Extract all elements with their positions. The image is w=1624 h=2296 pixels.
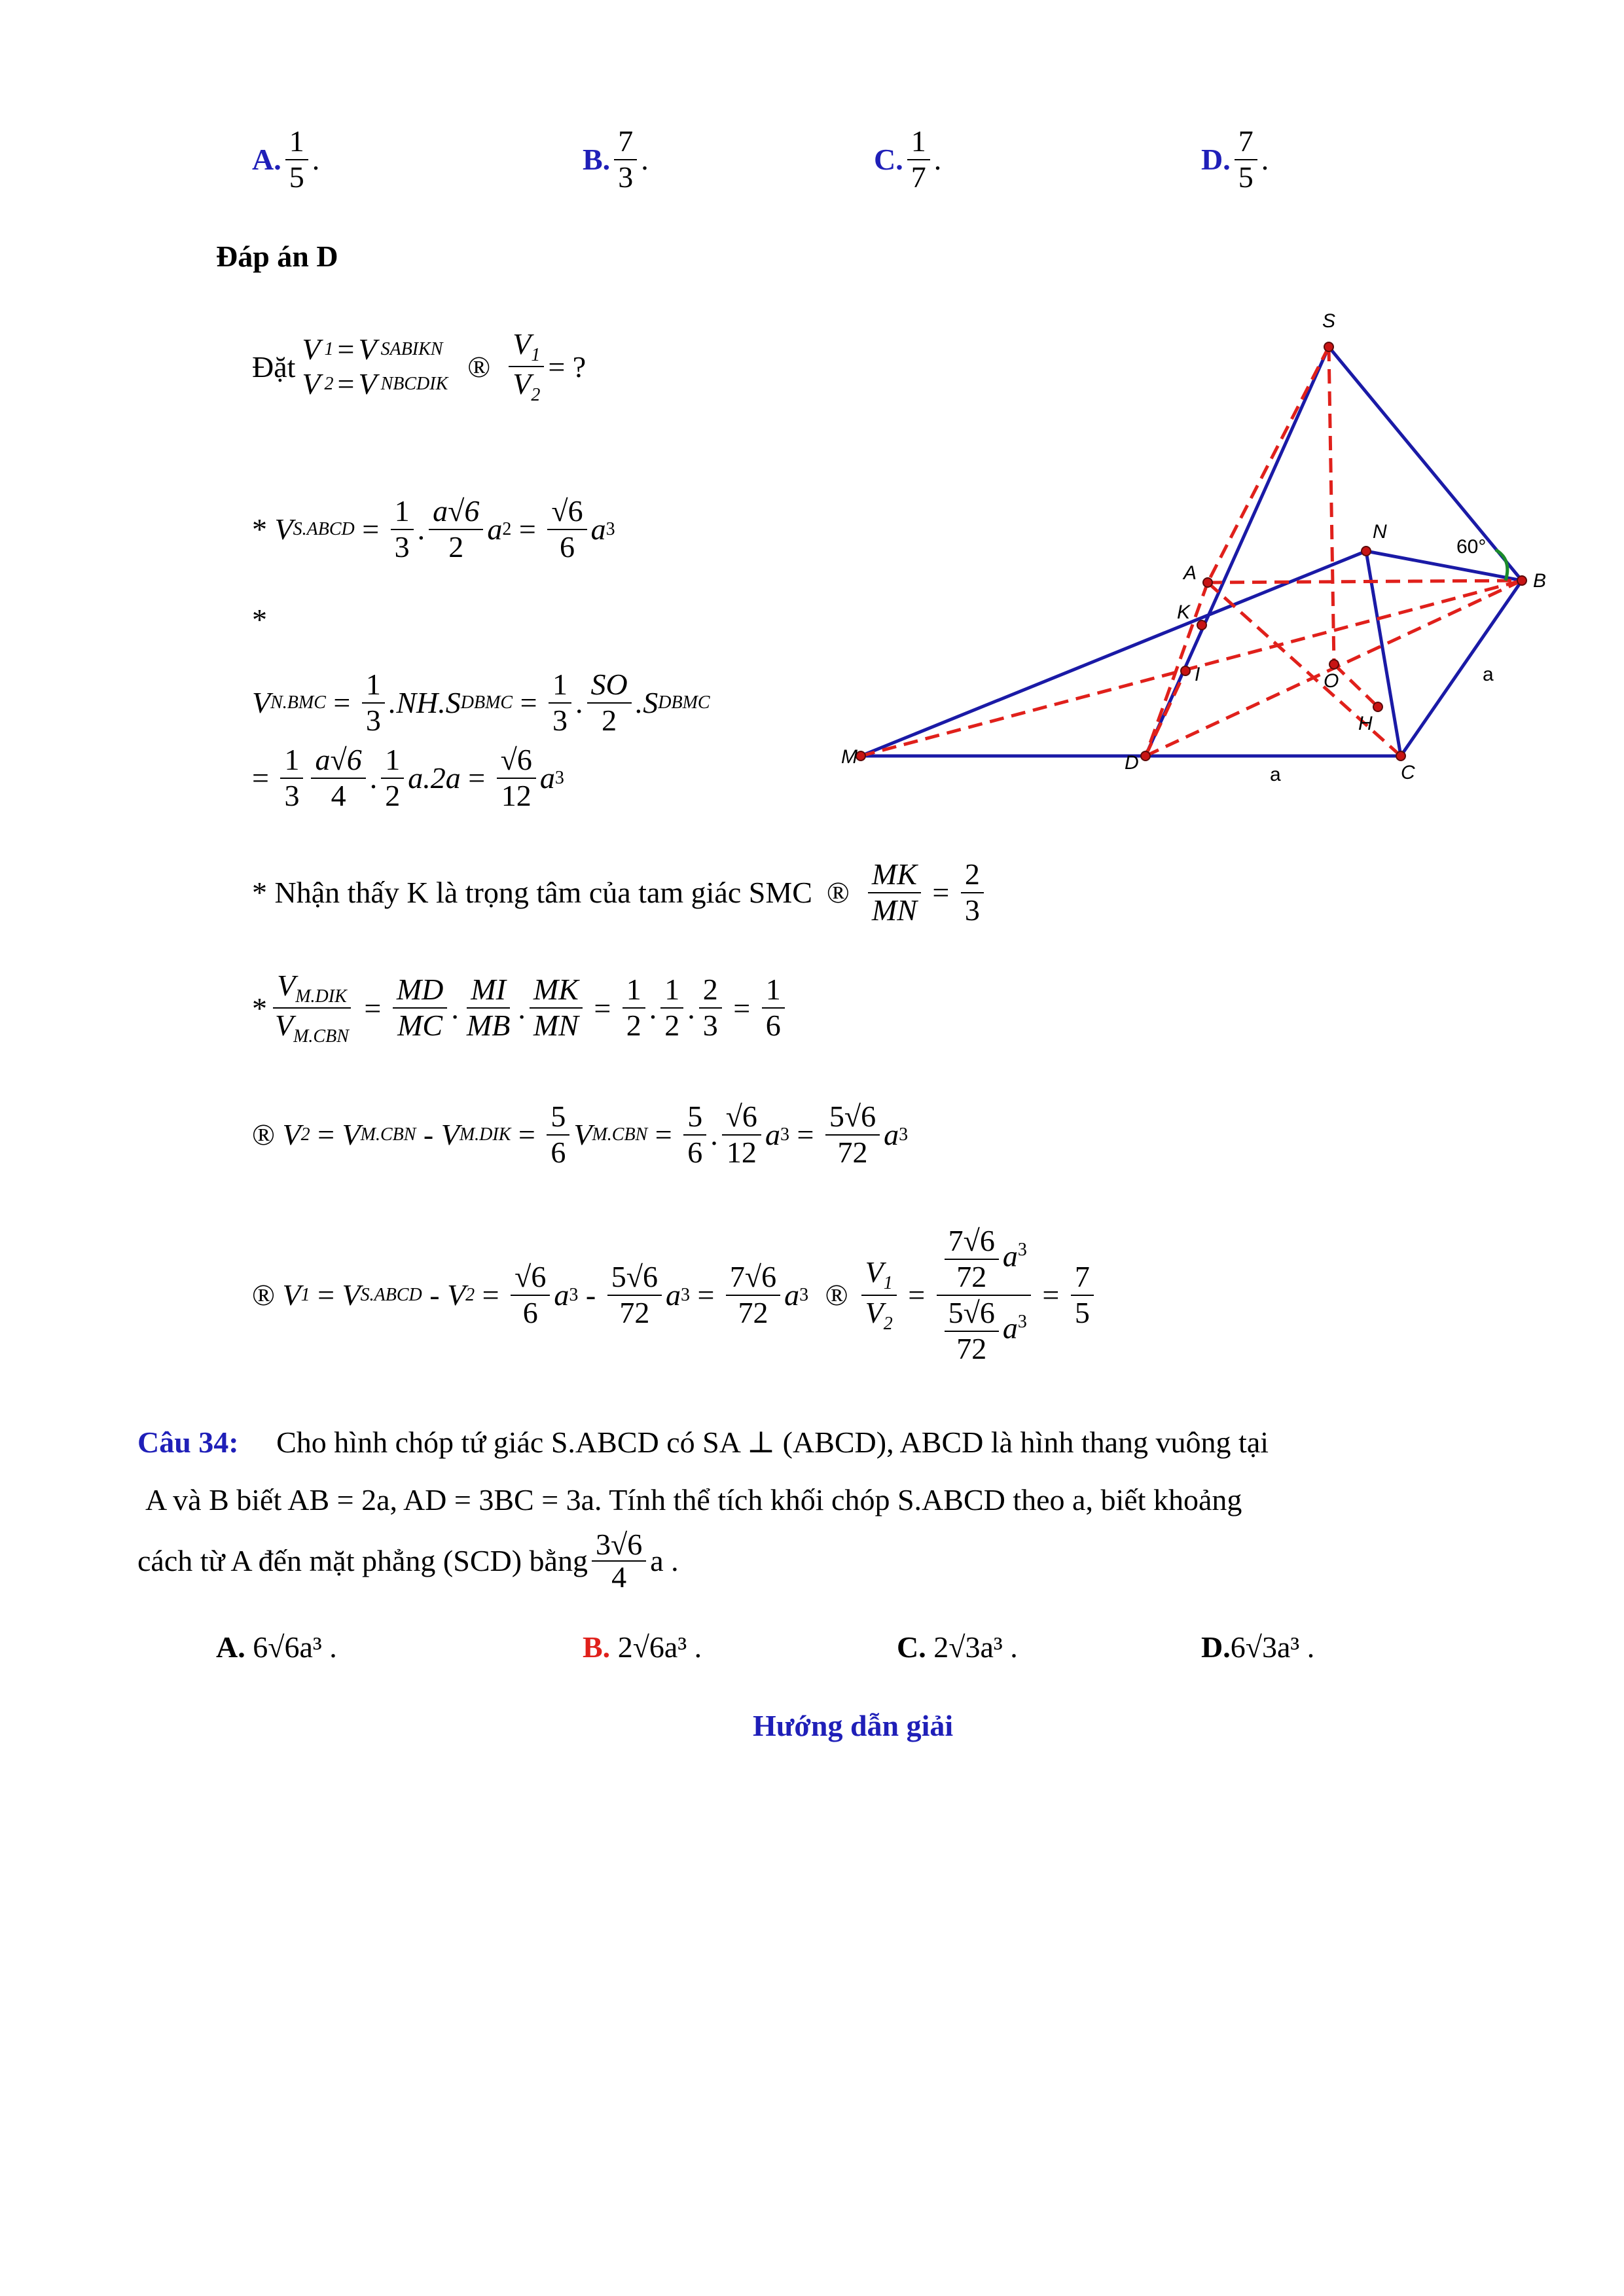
label-o: O bbox=[1324, 670, 1339, 692]
prev-option-a: A. $\frac{1}{5}$ . bbox=[252, 124, 320, 194]
point-m bbox=[856, 751, 865, 761]
label-i: I bbox=[1195, 664, 1200, 685]
edge-sa bbox=[1208, 347, 1329, 583]
answer-heading: Đáp án D bbox=[216, 240, 338, 273]
q34-option-c: C. 2√3a³ . bbox=[897, 1630, 1018, 1664]
label-k: K bbox=[1177, 601, 1191, 623]
vol-sabcd: * V S.ABCD = $\frac{1}{3}$ . $\frac{a√6}{2}$ a 2 = $\frac{√6}{6}$ a 3 bbox=[252, 494, 615, 564]
setup-block: Đặt V 1 = V SABIKN V 2 = V NBCDIK ® $\frac{V_1}{V_2}$ = ? bbox=[252, 327, 586, 406]
point-a bbox=[1203, 578, 1212, 587]
edge-so bbox=[1329, 347, 1334, 664]
centroid-line: * Nhận thấy K là trọng tâm của tam giác SMC ® $\frac{MK}{MN}$ = $\frac{2}{3}$ bbox=[252, 857, 988, 928]
label-dc-a: a bbox=[1270, 764, 1281, 785]
point-i bbox=[1181, 666, 1190, 675]
q34-option-d: D.6√3a³ . bbox=[1201, 1630, 1315, 1664]
label-h: H bbox=[1358, 713, 1373, 734]
v1-calc: ® V 1 = V S.ABCD - V 2 = $\frac{√6}{6}$ a 3 - $\frac{5√6}{72}$ a 3 = $\frac{7√6}{72}$ a 3 ® $\frac{V_1}{V_2}$ = $\frac{7√6}{72}$ $a^3$ $\frac{5√6}{72}$ $a^3$ = $\frac{7}{5}$ bbox=[252, 1224, 1098, 1367]
label-angle: 60° bbox=[1456, 536, 1487, 558]
vol-nbmc-star: * bbox=[252, 603, 267, 636]
edge-bc bbox=[1401, 581, 1522, 756]
pyramid-figure bbox=[831, 301, 1571, 798]
edge-ab bbox=[1208, 581, 1522, 583]
solution-heading: Hướng dẫn giải bbox=[753, 1709, 954, 1742]
label-m: M bbox=[841, 746, 857, 768]
vol-nbmc-line2: = $\frac{1}{3}$ $\frac{a√6}{4}$ . $\frac{1}{2}$ a.2a = $\frac{√6}{12}$ a 3 bbox=[252, 743, 564, 812]
point-s bbox=[1324, 342, 1333, 351]
edge-mn bbox=[861, 551, 1366, 756]
point-n bbox=[1362, 547, 1371, 556]
point-k bbox=[1197, 620, 1206, 630]
prev-option-c: C. $\frac{1}{7}$ . bbox=[874, 124, 942, 194]
edge-di bbox=[1146, 671, 1185, 756]
label-d: D bbox=[1125, 752, 1139, 774]
v2-calc: ® V 2 = V M.CBN - V M.DIK = $\frac{5}{6}$ V M.CBN = $\frac{5}{6}$ . $\frac{√6}{12}$ a 3 = $\frac{5√6}{72}$ a 3 bbox=[252, 1100, 909, 1169]
edge-mb bbox=[861, 581, 1522, 756]
label-s: S bbox=[1322, 310, 1336, 332]
edge-nb bbox=[1366, 551, 1522, 581]
label-bc-a: a bbox=[1483, 664, 1494, 685]
label-c: C bbox=[1401, 762, 1415, 783]
label-n: N bbox=[1373, 521, 1387, 543]
point-c bbox=[1396, 751, 1405, 761]
ratio-line: * $\frac{V_{M.DIK}}{V_{M.CBN}}$ = $\frac{MD}{MC}$ . $\frac{MI}{MB}$ . $\frac{MK}{MN}$ = $\frac{1}{2}$ . $\frac{1}{2}$ . $\frac{2}{3}$ = $\frac{1}{6}$ bbox=[252, 969, 789, 1048]
point-h bbox=[1373, 702, 1382, 711]
edge-sb bbox=[1329, 347, 1522, 581]
question-34: Câu 34: Cho hình chóp tứ giác S.ABCD có SA ⊥ (ABCD), ABCD là hình thang vuông tại A và B biết AB = 2a, AD = 3BC = 3a. Tính thể tích khối chóp S.ABCD theo a, biết khoảng cách từ A đến mặt phẳng (SCD) bằng $\frac{3√6}{4}$ a . bbox=[137, 1426, 1269, 1594]
edge-oh bbox=[1334, 664, 1378, 707]
vol-nbmc-line1: V N.BMC = $\frac{1}{3}$ .NH.S DBMC = $\frac{1}{3}$ . $\frac{SO}{2}$ .S DBMC bbox=[252, 668, 710, 737]
point-b bbox=[1517, 576, 1526, 585]
prev-option-b: B. $\frac{7}{3}$ . bbox=[583, 124, 649, 194]
point-o bbox=[1329, 660, 1339, 669]
point-d bbox=[1141, 751, 1150, 761]
q34-option-a: A. 6√6a³ . bbox=[216, 1630, 337, 1664]
q34-option-b: B. 2√6a³ . bbox=[583, 1630, 702, 1664]
label-a: A bbox=[1183, 562, 1197, 584]
label-b: B bbox=[1533, 570, 1547, 592]
prev-option-d: D. $\frac{7}{5}$ . bbox=[1201, 124, 1269, 194]
